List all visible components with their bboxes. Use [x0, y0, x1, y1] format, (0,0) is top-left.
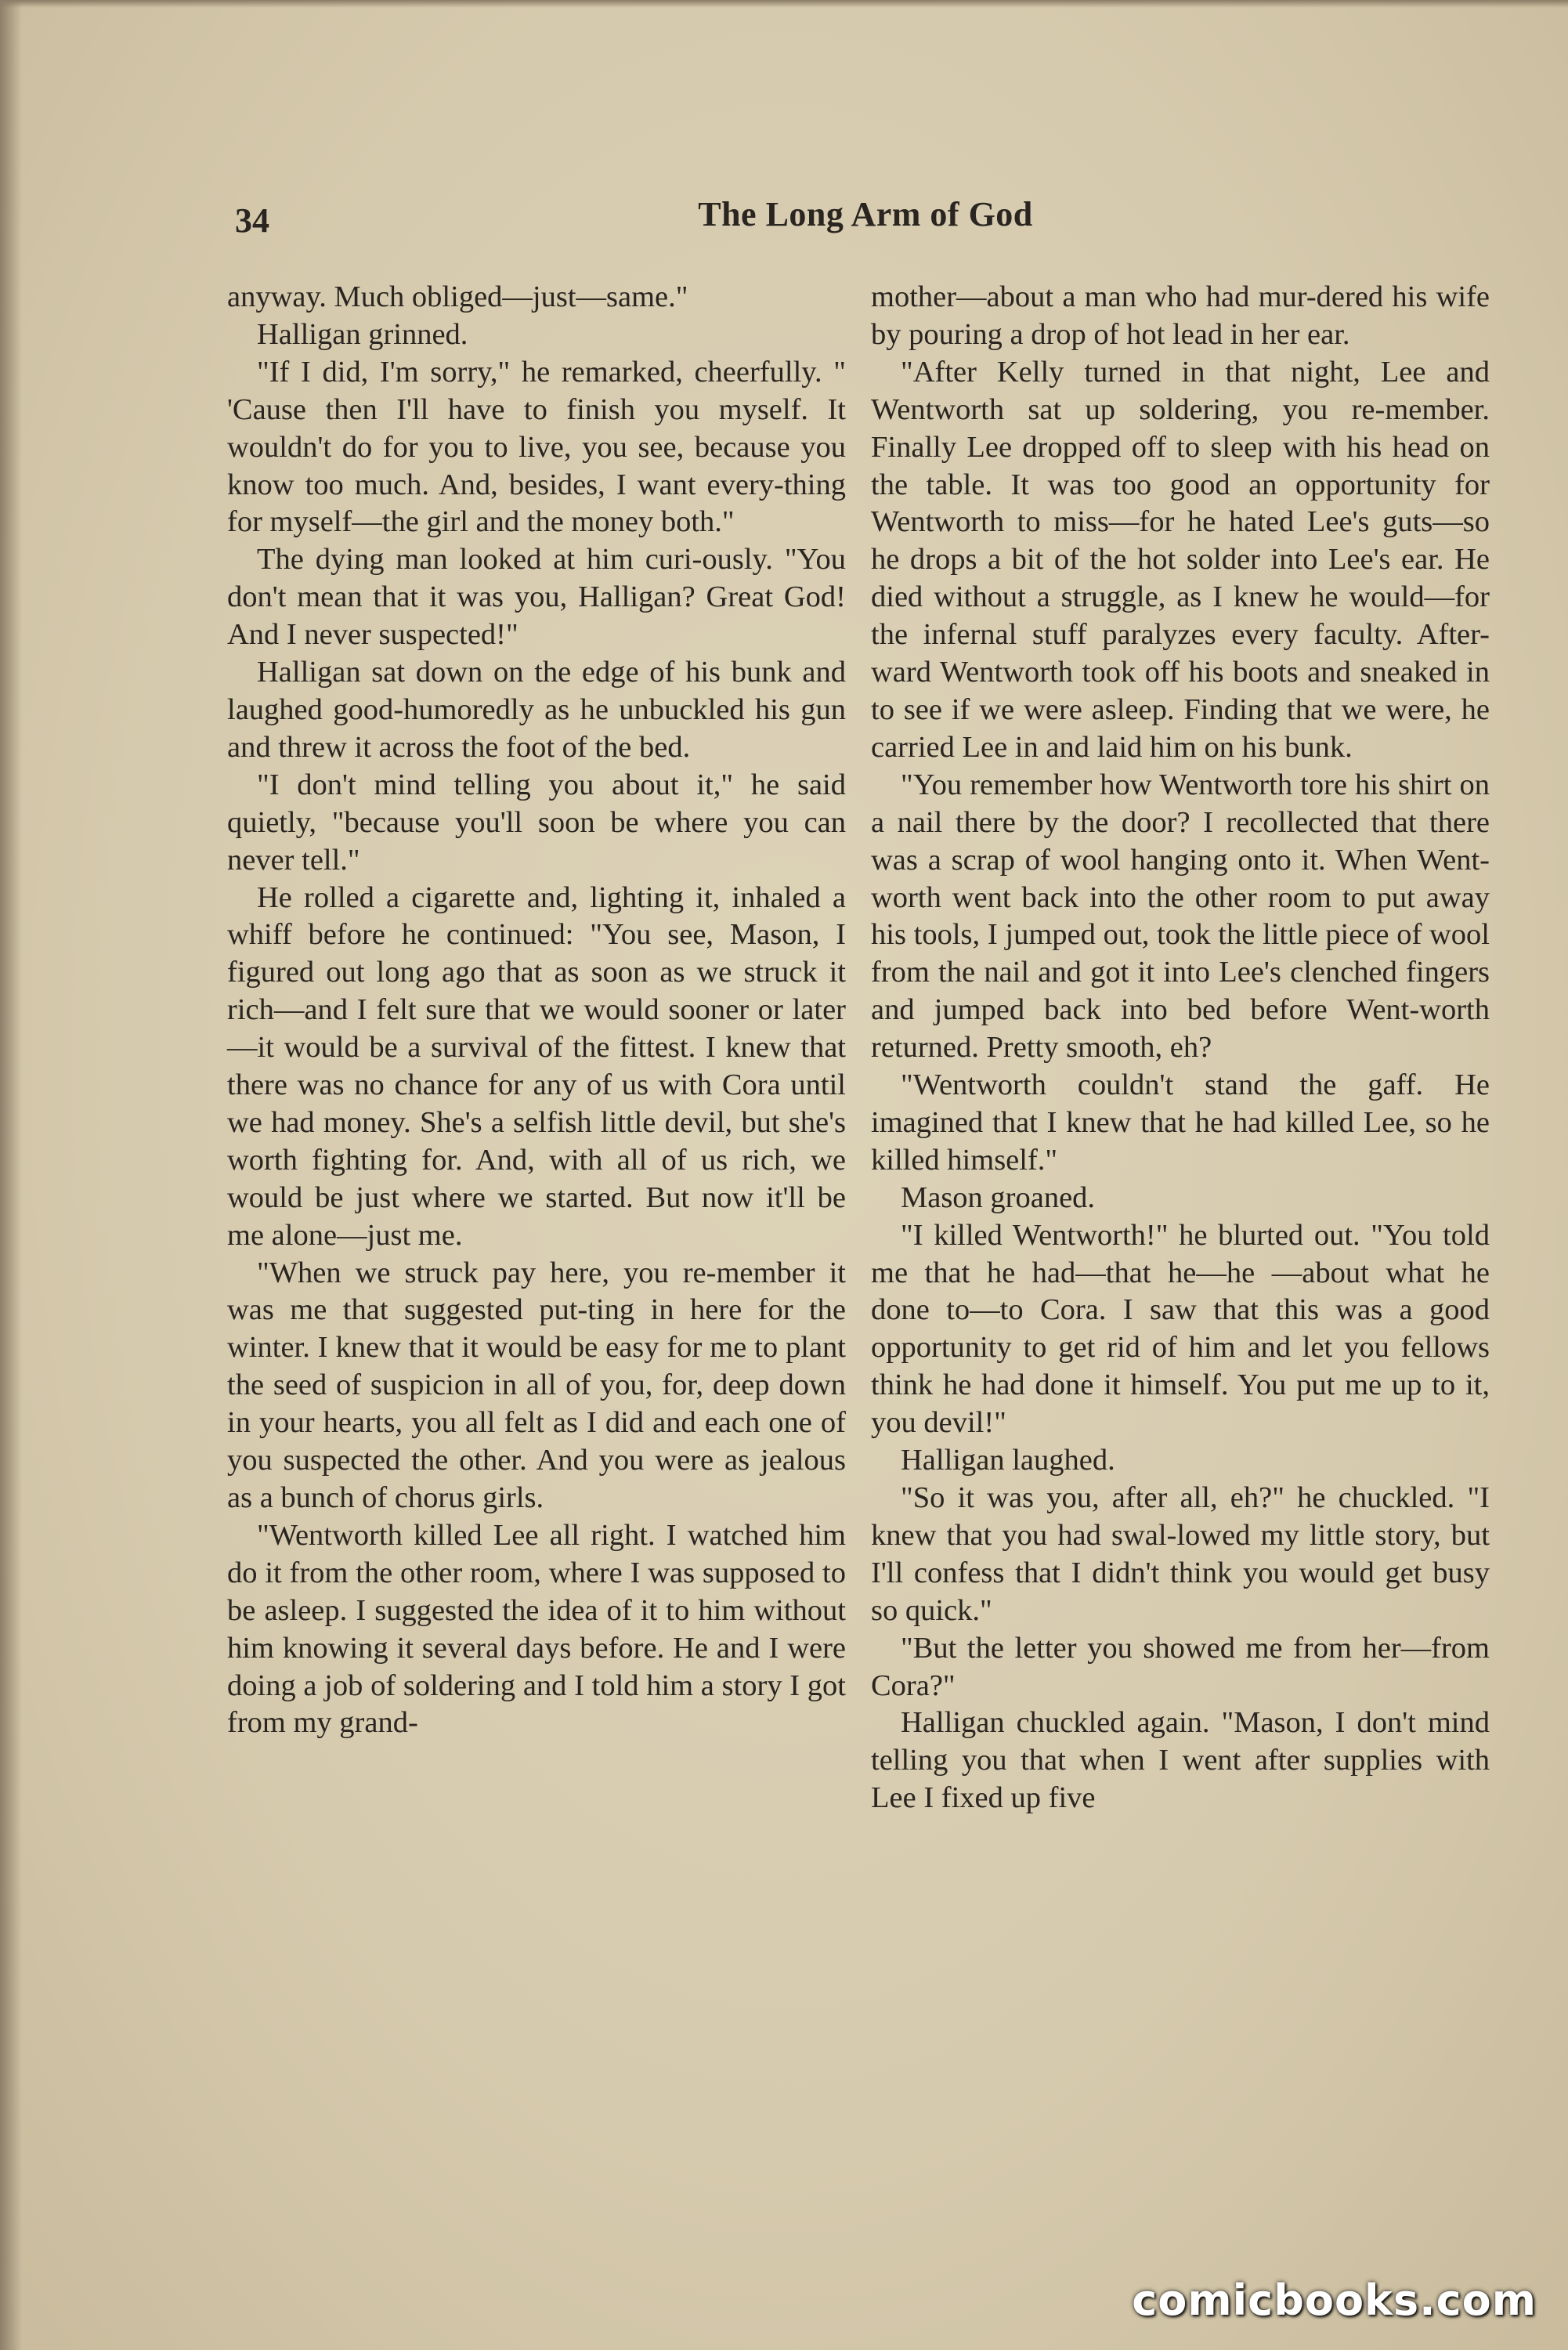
paragraph: He rolled a cigarette and, lighting it, inhaled a whiff before he continued: "You see, Mason, I figured out long ago that as soon as we struck it rich—and I felt sure that we would sooner or later—it would be a survival of the fittest. I knew that there was no chance for any of us with Cora until we had money. She's a selfish little devil, but she's worth fighting for. And, with all of us rich, we would be just where we started. But now it'll be me alone—just me. [227, 880, 846, 1252]
page-edge-shadow [0, 0, 22, 2350]
paragraph: "You remember how Wentworth tore his shirt on a nail there by the door? I recollected that there was a scrap of wool hanging onto it. When Went-worth went back into the other room to put away his tools, I jumped out, took the little piece of wool from the nail and got it into Lee's clenched fingers and jumped back into bed before Went-worth returned. Pretty smooth, eh? [871, 768, 1490, 1065]
paragraph: "So it was you, after all, eh?" he chuckled. "I knew that you had swal-lowed my little story, but I'll confess that I didn't think you would get busy so quick." [871, 1481, 1490, 1627]
page-number: 34 [235, 201, 269, 240]
paragraph: "If I did, I'm sorry," he remarked, cheerfully. " 'Cause then I'll have to finish you myself. It wouldn't do for you to live, you see, because you know too much. And, besides, I want every-thing for myself—the girl and the money both." [227, 355, 846, 539]
paragraph: anyway. Much obliged—just—same." [227, 280, 688, 313]
paragraph: "Wentworth killed Lee all right. I watched him do it from the other room, where I was supposed to be asleep. I suggested the idea of it to him without him knowing it several days before. He and I were doing a job of soldering and I told him a story I got from my grand- [227, 1518, 846, 1740]
paragraph: mother—about a man who had mur-dered his wife by pouring a drop of hot lead in her ear. [871, 280, 1490, 351]
paragraph: "When we struck pay here, you re-member it was me that suggested put-ting in here for the winter. I knew that it would be easy for me to plant the seed of suspicion in all of you, for, deep down in your hearts, you all felt as I did and each one of you suspected the other. And you were as jealous as a bunch of chorus girls. [227, 1256, 846, 1514]
page-header [235, 194, 1496, 249]
running-title: The Long Arm of God [698, 195, 1033, 233]
paragraph: Halligan laughed. [901, 1444, 1115, 1477]
right-text-column [871, 279, 1490, 1817]
paragraph: "Wentworth couldn't stand the gaff. He imagined that I knew that he had killed Lee, so he killed himself." [871, 1068, 1490, 1177]
paragraph: "I killed Wentworth!" he blurted out. "You told me that he had—that he—he —about what he done to—to Cora. I saw that this was a good opportunity to get rid of him and let you fellows think he had done it himself. You put me up to it, you devil!" [871, 1218, 1490, 1440]
paragraph: Halligan grinned. [257, 317, 468, 351]
paragraph: Mason groaned. [901, 1180, 1096, 1214]
paragraph: The dying man looked at him curi-ously. "You don't mean that it was you, Halligan? Great God! And I never suspected!" [227, 543, 846, 652]
watermark: comicbooks.com [1132, 2276, 1537, 2325]
paragraph: "But the letter you showed me from her—from Cora?" [871, 1631, 1490, 1702]
paragraph: Halligan sat down on the edge of his bunk and laughed good-humoredly as he unbuckled his gun and threw it across the foot of the bed. [227, 656, 846, 764]
left-text-column [227, 279, 846, 1742]
paragraph: Halligan chuckled again. "Mason, I don't mind telling you that when I went after supplies with Lee I fixed up five [871, 1706, 1490, 1815]
paragraph: "After Kelly turned in that night, Lee and Wentworth sat up soldering, you re-member. Finally Lee dropped off to sleep with his head on the table. It was too good an opportunity for Wentworth to miss—for he hated Lee's guts—so he drops a bit of the hot solder into Lee's ear. He died without a struggle, as I knew he would—for the infernal stuff paralyzes every faculty. After-ward Wentworth took off his boots and sneaked in to see if we were asleep. Finding that we were, he carried Lee in and laid him on his bunk. [871, 355, 1490, 764]
page-top-shadow [0, 0, 1568, 8]
paragraph: "I don't mind telling you about it," he said quietly, "because you'll soon be where you can never tell." [227, 768, 846, 877]
